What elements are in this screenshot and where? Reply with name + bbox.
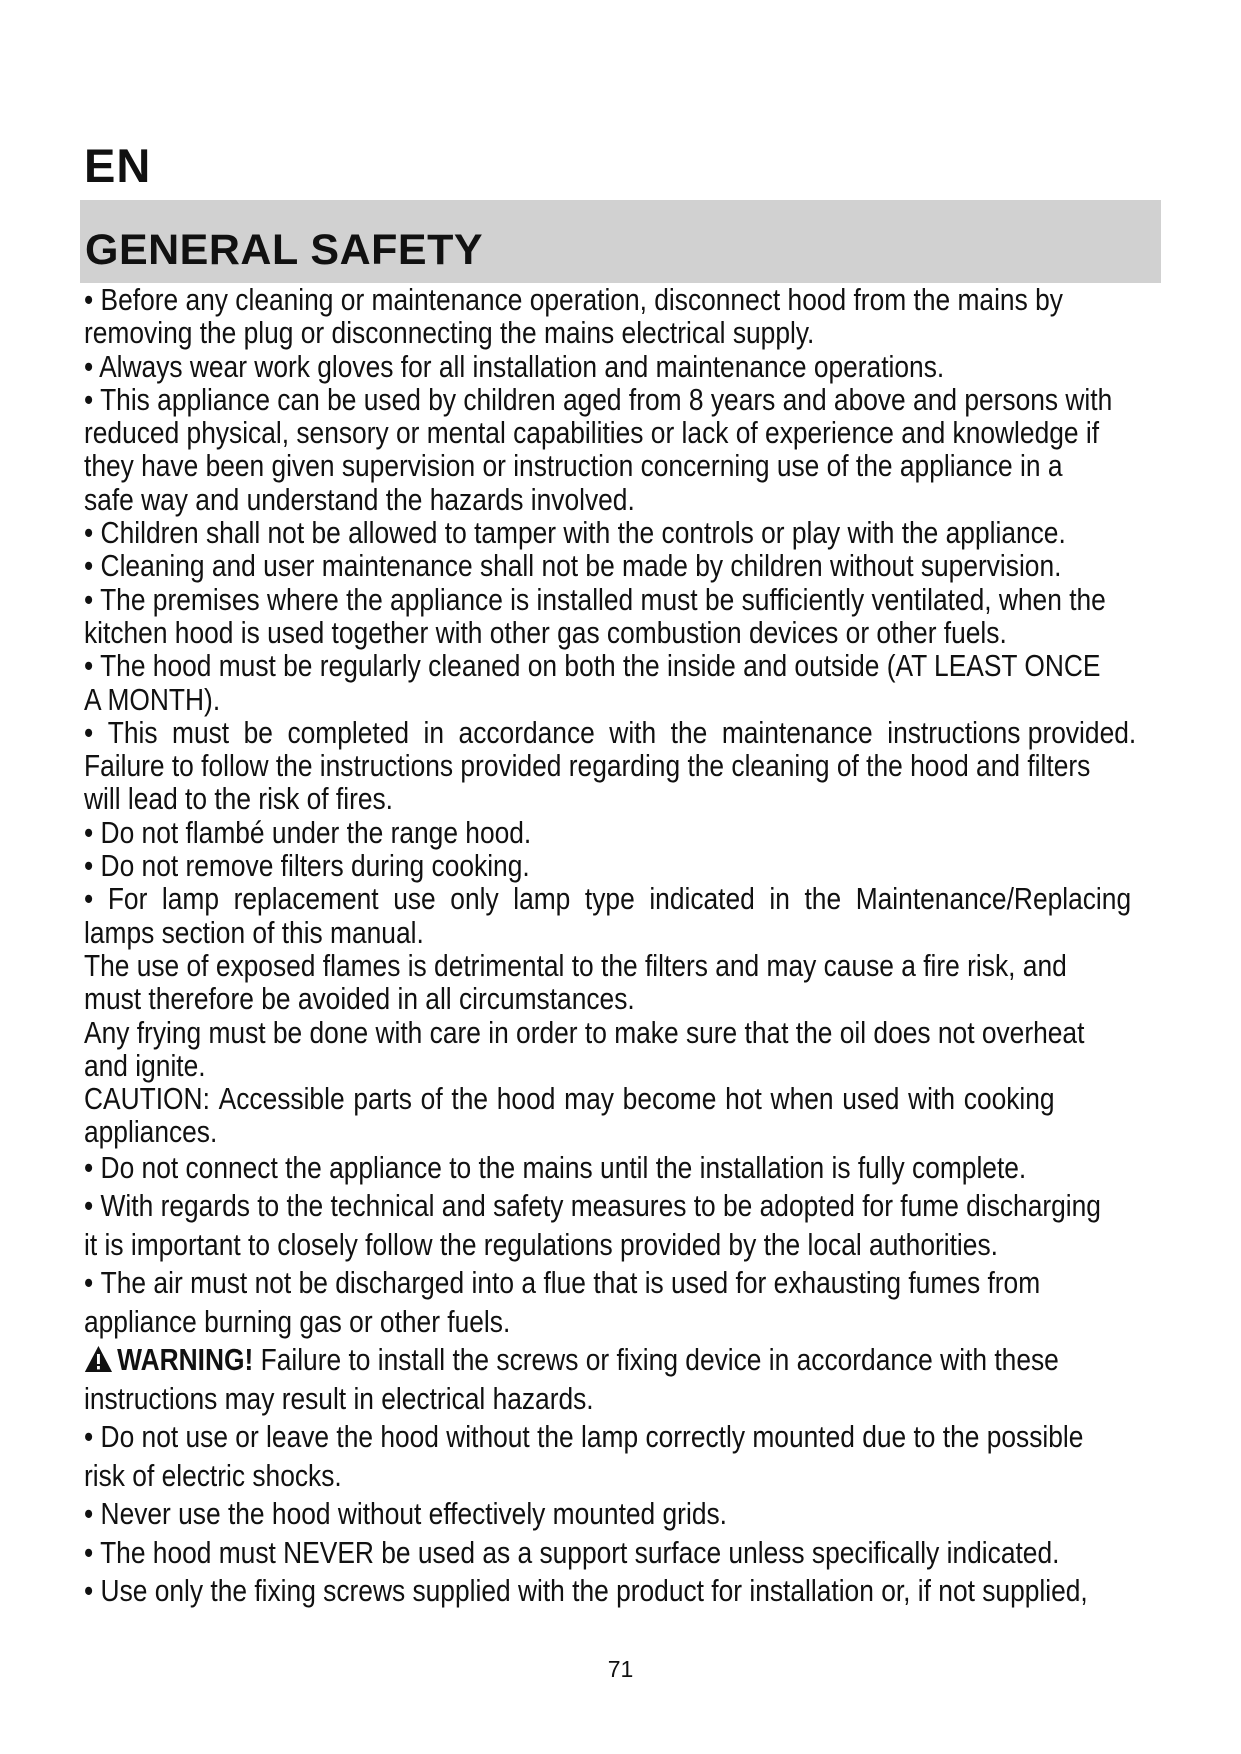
text-line: must therefore be avoided in all circumstances.	[84, 981, 635, 1017]
warning-text: Failure to install the screws or fixing device in accordance with these	[253, 1342, 1059, 1378]
word: •	[84, 714, 94, 750]
text-line: • Before any cleaning or maintenance operation, disconnect hood from the mains by	[84, 282, 1063, 317]
word: lamp	[161, 881, 220, 917]
word: may	[564, 1081, 614, 1117]
word: The	[100, 1265, 147, 1301]
text-line: A MONTH).	[84, 681, 221, 717]
page-number: 71	[607, 1656, 634, 1682]
text-line: kitchen hood is used together with other gas combustion devices or other fuels.	[84, 614, 1007, 650]
text-line: • Cleaning and user maintenance shall not be made by children without supervision.	[84, 548, 1062, 584]
text-line: they have been given supervision or instruction concerning use of the appliance in a	[84, 448, 1063, 484]
text-line: • The hood must NEVER be used as a support surface unless specifically indicated.	[84, 1534, 1060, 1570]
language-code: EN	[84, 139, 152, 192]
word: completed	[287, 714, 410, 750]
word: cooking	[963, 1081, 1055, 1117]
text-line: • Do not flambé under the range hood.	[84, 814, 532, 850]
text-line: removing the plug or disconnecting the mains electrical supply.	[84, 315, 815, 351]
text-line: risk of electric shocks.	[84, 1457, 342, 1493]
word: CAUTION:	[84, 1081, 210, 1117]
word: use	[393, 881, 436, 917]
text-line: • Use only the fixing screws supplied with the product for installation or, if not supplied,	[84, 1573, 1088, 1609]
word: type	[584, 881, 635, 917]
word: accordance	[458, 714, 595, 750]
justified-line	[84, 882, 1131, 915]
word: flue	[543, 1265, 586, 1301]
text-line: • Always wear work gloves for all installation and maintenance operations.	[84, 348, 945, 384]
text-line: appliance burning gas or other fuels.	[84, 1303, 511, 1339]
word: only	[450, 881, 499, 917]
word: that	[593, 1265, 638, 1301]
word: in	[423, 714, 445, 750]
text-line: safe way and understand the hazards involved.	[84, 481, 635, 517]
text-line: • This appliance can be used by children aged from 8 years and above and persons with	[84, 381, 1113, 417]
word: •	[84, 881, 94, 917]
text-line: lamps section of this manual.	[84, 914, 424, 950]
word: with	[609, 714, 657, 750]
word: air	[153, 1265, 183, 1301]
word: become	[622, 1081, 717, 1117]
word: the	[451, 1081, 489, 1117]
word: in	[769, 881, 790, 917]
text-line: • Do not remove filters during cooking.	[84, 848, 530, 884]
text-line: • With regards to the technical and safety measures to be adopted for fume discharging	[84, 1188, 1101, 1224]
warning-line	[84, 1341, 1059, 1380]
word: For	[107, 881, 148, 917]
text-line: The use of exposed flames is detrimental to the filters and may cause a fire risk, and	[84, 947, 1067, 983]
word: when	[770, 1081, 834, 1117]
word: hood	[496, 1081, 556, 1117]
text-line: • Children shall not be allowed to tamper with the controls or play with the appliance.	[84, 515, 1066, 551]
text-line: • The premises where the appliance is installed must be sufficiently ventilated, when the	[84, 581, 1106, 617]
word: used	[842, 1081, 900, 1117]
word: the	[670, 714, 708, 750]
section-title: GENERAL SAFETY	[85, 226, 484, 274]
text-line: • Do not use or leave the hood without the lamp correctly mounted due to the possible	[84, 1419, 1084, 1455]
justified-line	[84, 1082, 1055, 1115]
text-line: • Do not connect the appliance to the mains until the installation is fully complete.	[84, 1149, 1027, 1185]
text-line: • The hood must be regularly cleaned on both the inside and outside (AT LEAST ONCE	[84, 648, 1101, 684]
word: indicated	[649, 881, 755, 917]
word: Maintenance/Replacing	[855, 881, 1132, 917]
word: parts	[353, 1081, 412, 1117]
text-line: Any frying must be done with care in order to make sure that the oil does not overheat	[84, 1014, 1085, 1050]
word: maintenance	[721, 714, 873, 750]
word: of	[420, 1081, 443, 1117]
text-line: and ignite.	[84, 1047, 206, 1083]
word: Accessible	[218, 1081, 345, 1117]
word: •	[84, 1265, 94, 1301]
text-line: reduced physical, sensory or mental capabilities or lack of experience and knowledge if	[84, 415, 1100, 451]
word: replacement	[233, 881, 379, 917]
text-line: appliances.	[84, 1114, 218, 1150]
text-line: will lead to the risk of fires.	[84, 781, 394, 817]
text-line: Failure to follow the instructions provided regarding the cleaning of the hood and filters	[84, 748, 1091, 784]
word: This	[107, 714, 158, 750]
safety-text	[84, 283, 1184, 1611]
justified-line	[84, 716, 1136, 749]
word: hot	[725, 1081, 762, 1117]
word: lamp	[513, 881, 571, 917]
word: a	[521, 1265, 537, 1301]
justified-line	[84, 1264, 1040, 1303]
word: into	[471, 1265, 515, 1301]
word: instructions provided.	[887, 714, 1137, 750]
text-line: • Never use the hood without effectively mounted grids.	[84, 1496, 727, 1532]
word: not be discharged	[254, 1265, 465, 1301]
word: with	[908, 1081, 956, 1117]
word: the	[804, 881, 842, 917]
warning-label: WARNING!	[117, 1342, 254, 1378]
word: is used for exhausting fumes from	[644, 1265, 1041, 1301]
text-line: instructions may result in electrical hazards.	[84, 1380, 594, 1416]
warning-triangle-icon	[84, 1345, 113, 1373]
text-line: it is important to closely follow the regulations provided by the local authorities.	[84, 1226, 998, 1262]
word: be	[243, 714, 273, 750]
word: must	[190, 1265, 248, 1301]
word: must	[172, 714, 230, 750]
